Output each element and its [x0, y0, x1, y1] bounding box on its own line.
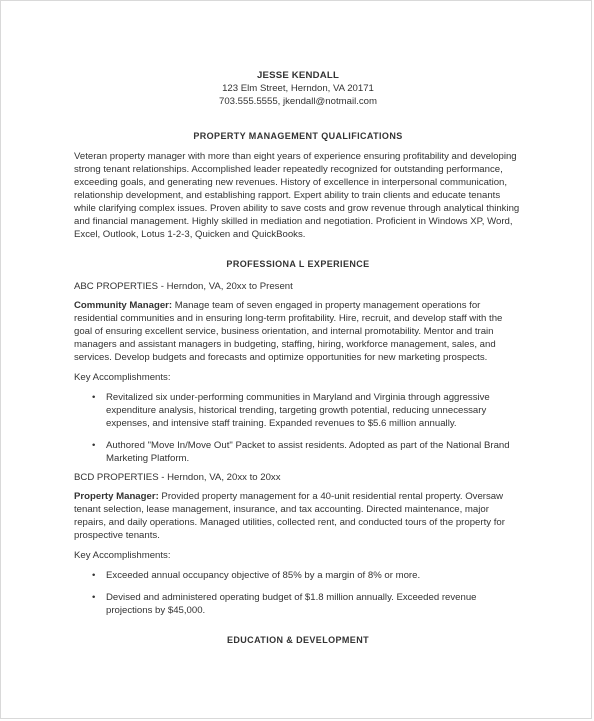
qualifications-summary: Veteran property manager with more than eight years of experience ensuring profitability and developing strong tenant relationships. Accomplished leader repeatedly recognized for outstanding performance, exceeding goals, and generating new revenues. History of excellence in interpersonal communication, relationship development, and establishing rapport. Expert ability to train clients and educate tenants while clarifying complex issues. Proven ability to save costs and grow revenue through analytical thinking and financial management. Highly skilled in mediation and negotiation. Proficient in Windows XP, Word, Excel, Outlook, Lotus 1-2-3, Quicken and QuickBooks.: [74, 151, 520, 240]
candidate-address: 123 Elm Street, Herndon, VA 20171: [222, 83, 374, 94]
resume-content: [74, 69, 522, 647]
accomplishment-item: • Exceeded annual occupancy objective of 85% by a margin of 8% or more.: [106, 569, 522, 582]
experience-heading: PROFESSIONA L EXPERIENCE: [226, 259, 370, 269]
job-role: Property Manager:: [74, 491, 159, 502]
job-employer: ABC PROPERTIES - Herndon, VA, 20xx to Present: [74, 281, 293, 292]
accomplishments-list: [74, 391, 522, 465]
accomplishment-item: • Authored "Move In/Move Out" Packet to assist residents. Adopted as part of the National Brand Marketing Platform.: [106, 439, 522, 465]
job-description: [74, 299, 522, 364]
accomplishments-label: Key Accomplishments:: [74, 550, 171, 561]
accomplishments-label: Key Accomplishments:: [74, 372, 171, 383]
education-heading: EDUCATION & DEVELOPMENT: [226, 635, 370, 645]
job-description-text: Provided property management for a 40-unit residential rental property. Oversaw tenant selection, lease management, insurance, and tax accounting. Directed maintenance, major repairs, and daily operations. Managed utilities, collected rent, and conducted tours of the property for prospective tenants.: [74, 491, 505, 541]
accomplishments-list: [74, 569, 522, 617]
job-description: [74, 490, 522, 542]
job-role: Community Manager:: [74, 300, 173, 311]
qualifications-heading: PROPERTY MANAGEMENT QUALIFICATIONS: [193, 131, 403, 141]
accomplishment-item: • Devised and administered operating budget of $1.8 million annually. Exceeded revenue projections by $45,000.: [106, 591, 522, 617]
job-description-text: Manage team of seven engaged in property management operations for residential communities and in ensuring long-term profitability. Hire, recruit, and develop staff with the goal of ensuring excellent service, business orientation, and internal promotability. Mentor and train managers and assistant managers in budgeting, staffing, hiring, workforce management, sales, and services. Develop budgets and forecasts and optimize opportunities for new marketing prospects.: [74, 300, 503, 363]
accomplishment-item: • Revitalized six under-performing communities in Maryland and Virginia through aggressive expenditure analysis, historical trending, targeting growth potential, reducing unnecessary expenses, and intensive staff training. Expanded revenues to $5.6 million annually.: [106, 391, 522, 430]
job-employer: BCD PROPERTIES - Herndon, VA, 20xx to 20xx: [74, 472, 281, 483]
candidate-name: JESSE KENDALL: [256, 70, 340, 81]
resume-header: [74, 69, 522, 108]
candidate-contact: 703.555.5555, jkendall@notmail.com: [218, 96, 377, 107]
